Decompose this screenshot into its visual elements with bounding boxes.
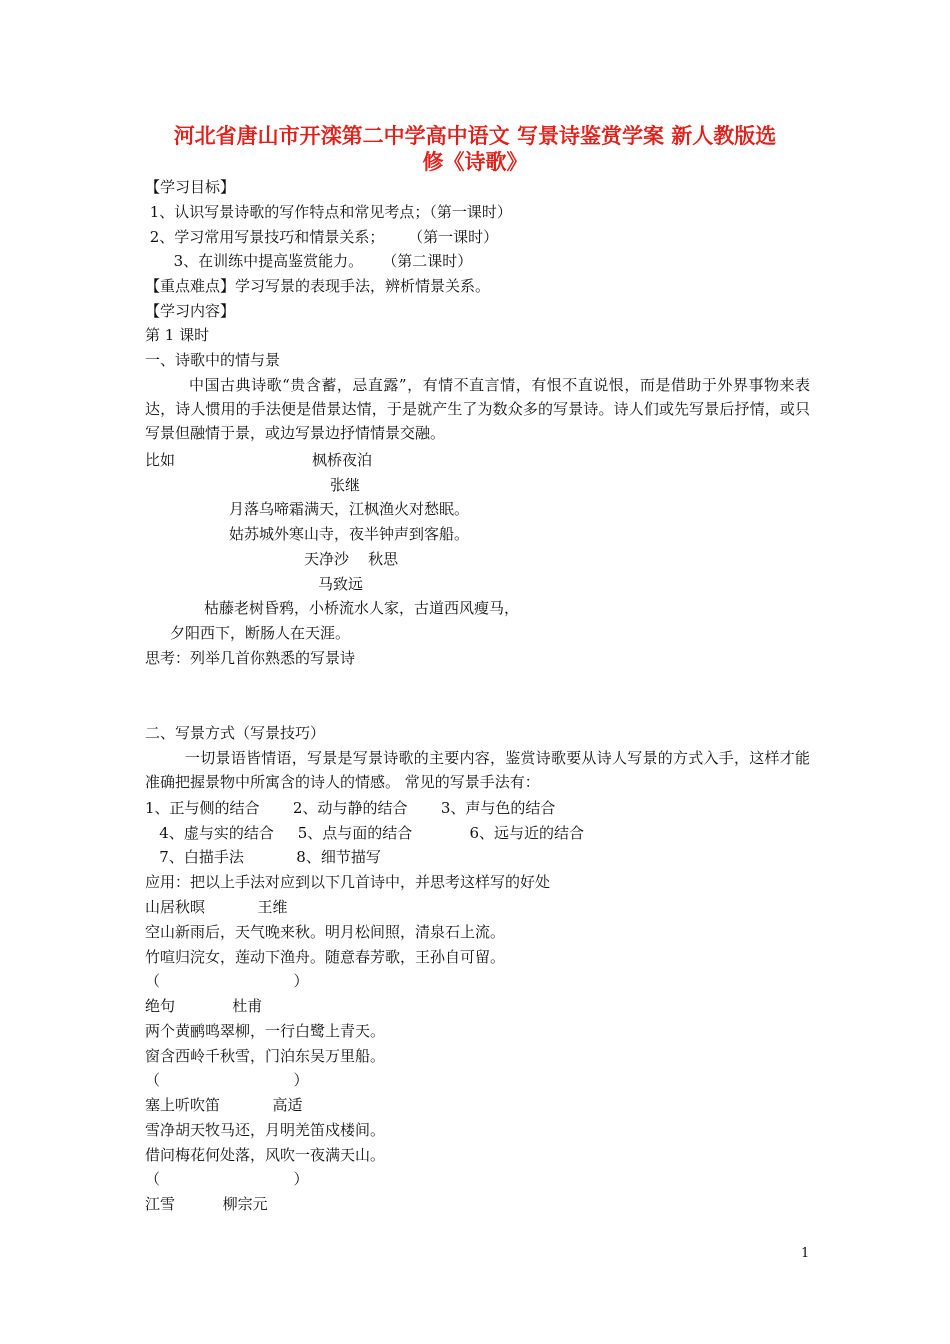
poem-6-header: 江雪 柳宗元 xyxy=(145,1195,268,1213)
objective-1: 1、认识写景诗歌的写作特点和常见考点；（第一课时） xyxy=(145,203,512,221)
poem-1-author: 张继 xyxy=(330,476,361,494)
technique-row-1: 1、正与侧的结合 2、动与静的结合 3、声与色的结合 xyxy=(145,799,556,817)
poem-2-line-2: 夕阳西下，断肠人在天涯。 xyxy=(170,624,351,642)
poem-2-author: 马致远 xyxy=(318,575,364,593)
think-prompt: 思考：列举几首你熟悉的写景诗 xyxy=(145,649,356,667)
poem-5-header: 塞上听吹笛 高适 xyxy=(145,1096,303,1114)
poem-3-line-2: 竹喧归浣女，莲动下渔舟。随意春芳歌，王孙自可留。 xyxy=(145,948,506,966)
document-title-line-1: 河北省唐山市开滦第二中学高中语文 写景诗鉴赏学案 新人教版选 xyxy=(173,124,777,148)
section-2-heading: 二、写景方式（写景技巧） xyxy=(145,724,326,742)
intro-paragraph: 中国古典诗歌“贵含蓄，忌直露”，有情不直言情，有恨不直说恨，而是借助于外界事物来表达，诗人惯用的手法便是借景达情，于是就产生了为数众多的写景诗。诗人们或先写景后抒情，或只写景但融情于景，或边写景边抒情情景交融。 xyxy=(145,376,810,442)
technique-paragraph: 一切景语皆情语，写景是写景诗歌的主要内容，鉴赏诗歌要从诗人写景的方式入手，这样才能准确把握景物中所寓含的诗人的情感。 常见的写景手法有： xyxy=(145,749,810,791)
poem-2-title: 天净沙 秋思 xyxy=(304,550,399,568)
poem-2-line-1: 枯藤老树昏鸦，小桥流水人家，古道西风瘦马， xyxy=(204,599,520,617)
poem-4-header: 绝句 杜甫 xyxy=(145,997,263,1015)
objective-3: 3、在训练中提高鉴赏能力。 （第二课时） xyxy=(145,252,473,270)
technique-row-3: 7、白描手法 8、细节描写 xyxy=(145,848,381,866)
page-number: 1 xyxy=(801,1246,810,1261)
poem-4-line-2: 窗含西岭千秋雪，门泊东吴万里船。 xyxy=(145,1047,386,1065)
poem-3-header: 山居秋暝 王维 xyxy=(145,898,288,916)
answer-blank-1: （ ） xyxy=(145,972,309,990)
section-1-heading: 一、诗歌中的情与景 xyxy=(145,351,281,369)
poem-1-line-2: 姑苏城外寒山寺，夜半钟声到客船。 xyxy=(229,525,470,543)
answer-blank-3: （ ） xyxy=(145,1170,309,1188)
example-label: 比如 xyxy=(145,451,176,469)
poem-3-line-1: 空山新雨后，天气晚来秋。明月松间照，清泉石上流。 xyxy=(145,923,506,941)
key-points: 【重点难点】学习写景的表现手法，辨析情景关系。 xyxy=(145,277,491,295)
application-prompt: 应用：把以上手法对应到以下几首诗中，并思考这样写的好处 xyxy=(145,873,551,891)
document-title-line-2: 修《诗歌》 xyxy=(422,150,528,174)
answer-blank-2: （ ） xyxy=(145,1071,309,1089)
poem-5-line-1: 雪净胡天牧马还，月明羌笛戍楼间。 xyxy=(145,1121,386,1139)
poem-1-line-1: 月落乌啼霜满天，江枫渔火对愁眠。 xyxy=(229,500,470,518)
objectives-header: 【学习目标】 xyxy=(145,178,236,196)
poem-5-line-2: 借问梅花何处落，风吹一夜满天山。 xyxy=(145,1146,386,1164)
poem-4-line-1: 两个黄鹂鸣翠柳，一行白鹭上青天。 xyxy=(145,1022,386,1040)
technique-row-2: 4、虚与实的结合 5、点与面的结合 6、远与近的结合 xyxy=(145,824,584,842)
content-header: 【学习内容】 xyxy=(145,302,236,320)
lesson-1-label: 第 1 课时 xyxy=(145,326,210,344)
objective-2: 2、学习常用写景技巧和情景关系； （第一课时） xyxy=(145,228,499,246)
poem-1-title: 枫桥夜泊 xyxy=(312,451,373,469)
